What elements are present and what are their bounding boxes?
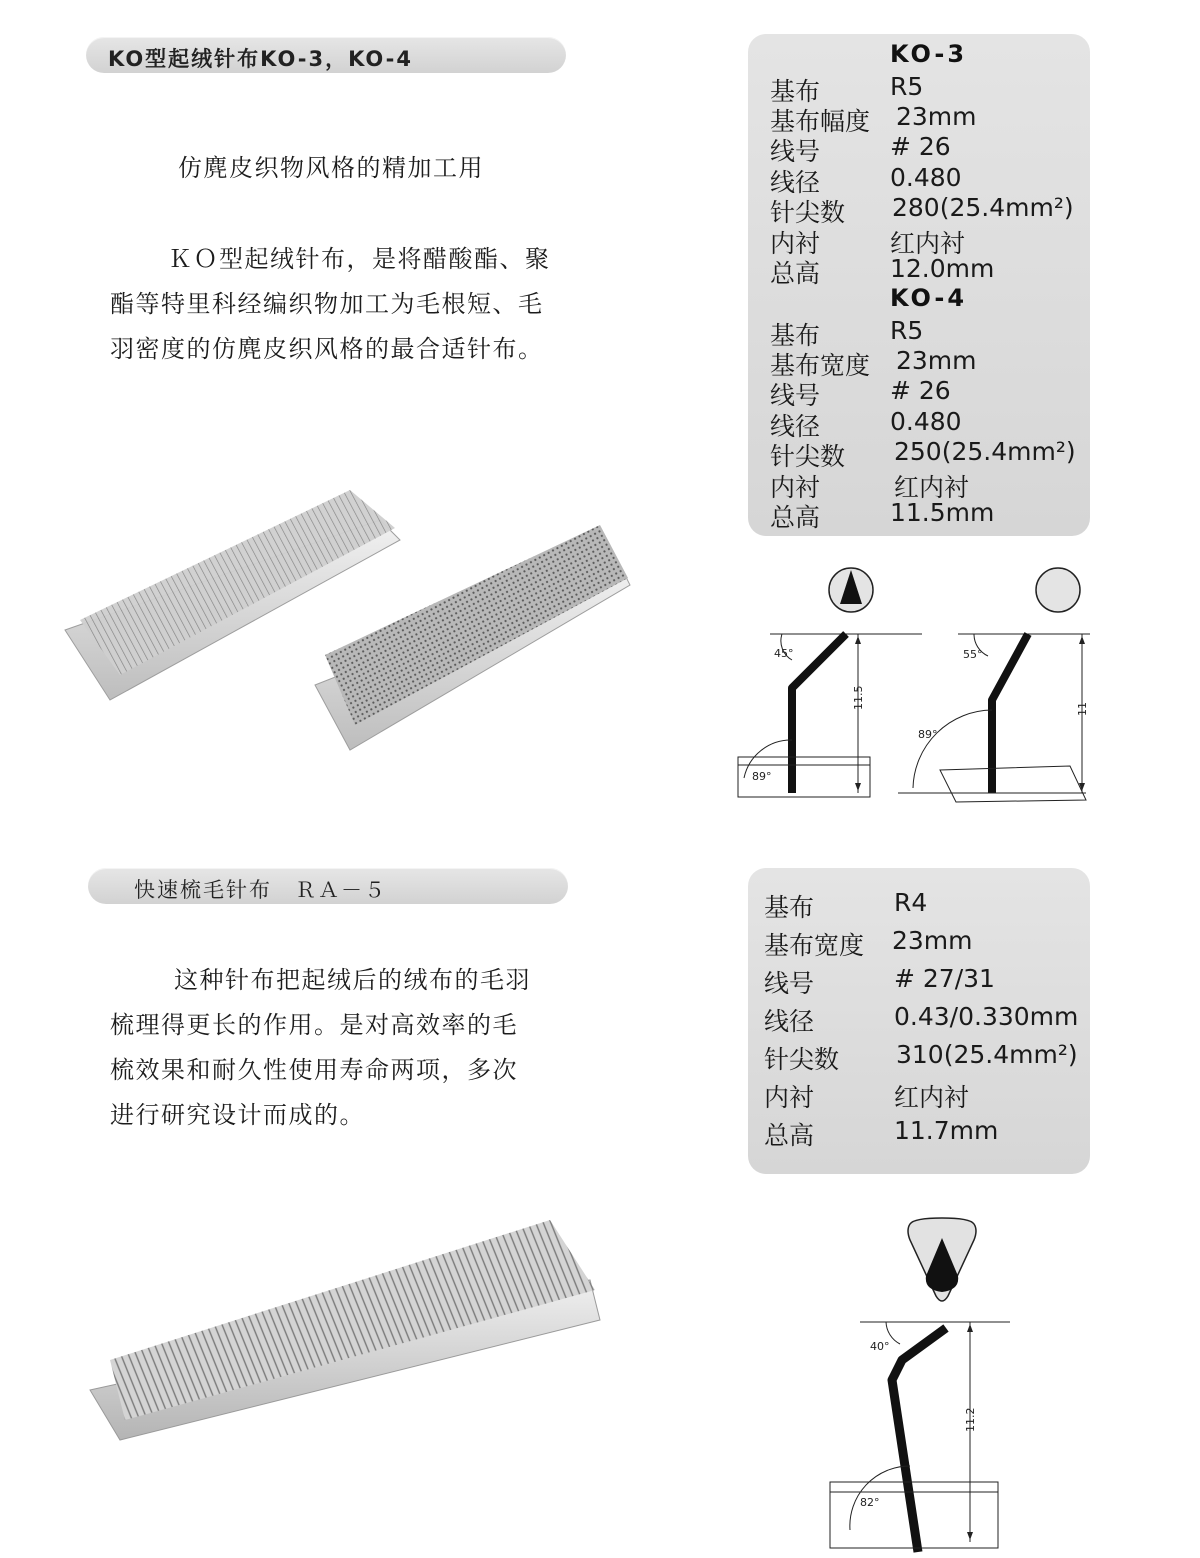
ko-paragraph-line: 羽密度的仿麂皮织风格的最合适针布。 bbox=[110, 335, 544, 363]
spec-label: 总高 bbox=[770, 259, 821, 288]
ra-paragraph-line: 这种针布把起绒后的绒布的毛羽 bbox=[174, 966, 531, 994]
spec-value: 0.480 bbox=[890, 407, 962, 436]
spec-value: 23mm bbox=[896, 102, 977, 131]
ko4-height-label: 11 bbox=[1076, 702, 1089, 716]
spec-value: 红内衬 bbox=[894, 1083, 970, 1112]
ra-height-label: 11.2 bbox=[964, 1407, 977, 1432]
spec-value: 23mm bbox=[896, 346, 977, 375]
spec-label: 针尖数 bbox=[764, 1045, 840, 1074]
ra-angle-top-label: 40° bbox=[870, 1340, 890, 1353]
spec-label: 基布 bbox=[764, 893, 815, 922]
ko-header-title: KO型起绒针布KO-3，KO-4 bbox=[108, 47, 413, 71]
wire-section-triangle-icon bbox=[829, 568, 873, 612]
ko3-height-label: 11.5 bbox=[852, 685, 865, 710]
ra-tooth-wire bbox=[892, 1328, 946, 1552]
spec-value: R5 bbox=[890, 72, 924, 101]
ra-paragraph bbox=[110, 958, 531, 1138]
spec-value: 0.43/0.330mm bbox=[894, 1002, 1079, 1031]
ra-header-pill bbox=[88, 868, 568, 904]
spec-label: 总高 bbox=[770, 503, 821, 532]
spec-value: 11.5mm bbox=[890, 498, 995, 527]
spec-value: 红内衬 bbox=[894, 473, 970, 502]
spec-label: 基布宽度 bbox=[764, 931, 865, 960]
ko3-angle-top-label: 45° bbox=[774, 647, 794, 660]
spec-value: 12.0mm bbox=[890, 254, 995, 283]
ko4-angle-top-label: 55° bbox=[963, 648, 983, 661]
ko-paragraph-line: 酯等特里科经编织物加工为毛根短、毛 bbox=[110, 290, 544, 318]
spec-value: # 26 bbox=[890, 132, 951, 161]
spec-label: 内衬 bbox=[770, 473, 821, 502]
ko-subtitle: 仿麂皮织物风格的精加工用 bbox=[178, 154, 484, 182]
spec-label: 基布宽度 bbox=[770, 351, 871, 380]
ko-product-photo bbox=[60, 470, 640, 770]
ko4-title: KO-4 bbox=[890, 284, 968, 312]
spec-label: 线号 bbox=[770, 381, 821, 410]
spec-value: 250(25.4mm²) bbox=[894, 437, 1076, 466]
ko-paragraph-line: ＫＯ型起绒针布，是将醋酸酯、聚 bbox=[168, 245, 551, 273]
spec-value: 310(25.4mm²) bbox=[896, 1040, 1078, 1069]
ra-spec-panel bbox=[748, 868, 1090, 1174]
ra-product-photo bbox=[80, 1200, 620, 1460]
ra-paragraph-line: 进行研究设计而成的。 bbox=[110, 1101, 365, 1129]
spec-label: 线径 bbox=[764, 1007, 815, 1036]
spec-value: R5 bbox=[890, 316, 924, 345]
spec-label: 针尖数 bbox=[770, 198, 846, 227]
wire-section-round-icon bbox=[1036, 568, 1080, 612]
ko-spec-panel bbox=[748, 34, 1090, 536]
ra-paragraph-line: 梳效果和耐久性使用寿命两项，多次 bbox=[110, 1056, 518, 1084]
ra-header-title: 快速梳毛针布 ＲＡ－５ bbox=[134, 878, 387, 902]
ko4-angle-bottom-label: 89° bbox=[918, 728, 938, 741]
ko3-tooth-wire bbox=[792, 634, 846, 793]
spec-value: 280(25.4mm²) bbox=[892, 193, 1074, 222]
ra-angle-bottom-label: 82° bbox=[860, 1496, 880, 1509]
spec-label: 线号 bbox=[770, 137, 821, 166]
ko3-angle-bottom-label: 89° bbox=[752, 770, 772, 783]
spec-label: 内衬 bbox=[770, 229, 821, 258]
spec-label: 线号 bbox=[764, 969, 815, 998]
spec-value: 0.480 bbox=[890, 163, 962, 192]
wire-section-teardrop-icon bbox=[908, 1218, 976, 1301]
ko4-tooth-wire bbox=[992, 634, 1028, 793]
spec-label: 总高 bbox=[764, 1121, 815, 1150]
spec-label: 线径 bbox=[770, 412, 821, 441]
spec-value: 红内衬 bbox=[890, 229, 966, 258]
spec-value: 11.7mm bbox=[894, 1116, 999, 1145]
spec-value: 23mm bbox=[892, 926, 973, 955]
ko-paragraph bbox=[110, 237, 551, 372]
spec-value: # 27/31 bbox=[894, 964, 995, 993]
spec-label: 线径 bbox=[770, 168, 821, 197]
ra-paragraph-line: 梳理得更长的作用。是对高效率的毛 bbox=[110, 1011, 518, 1039]
spec-value: # 26 bbox=[890, 376, 951, 405]
spec-label: 基布 bbox=[770, 77, 821, 106]
spec-value: R4 bbox=[894, 888, 928, 917]
spec-label: 基布幅度 bbox=[770, 107, 871, 136]
ko3-title: KO-3 bbox=[890, 40, 968, 68]
ko-tooth-diagram bbox=[730, 560, 1100, 805]
spec-label: 针尖数 bbox=[770, 442, 846, 471]
ko-header-pill bbox=[86, 37, 566, 73]
spec-label: 内衬 bbox=[764, 1083, 815, 1112]
spec-label: 基布 bbox=[770, 321, 821, 350]
ra-tooth-diagram bbox=[820, 1210, 1020, 1555]
